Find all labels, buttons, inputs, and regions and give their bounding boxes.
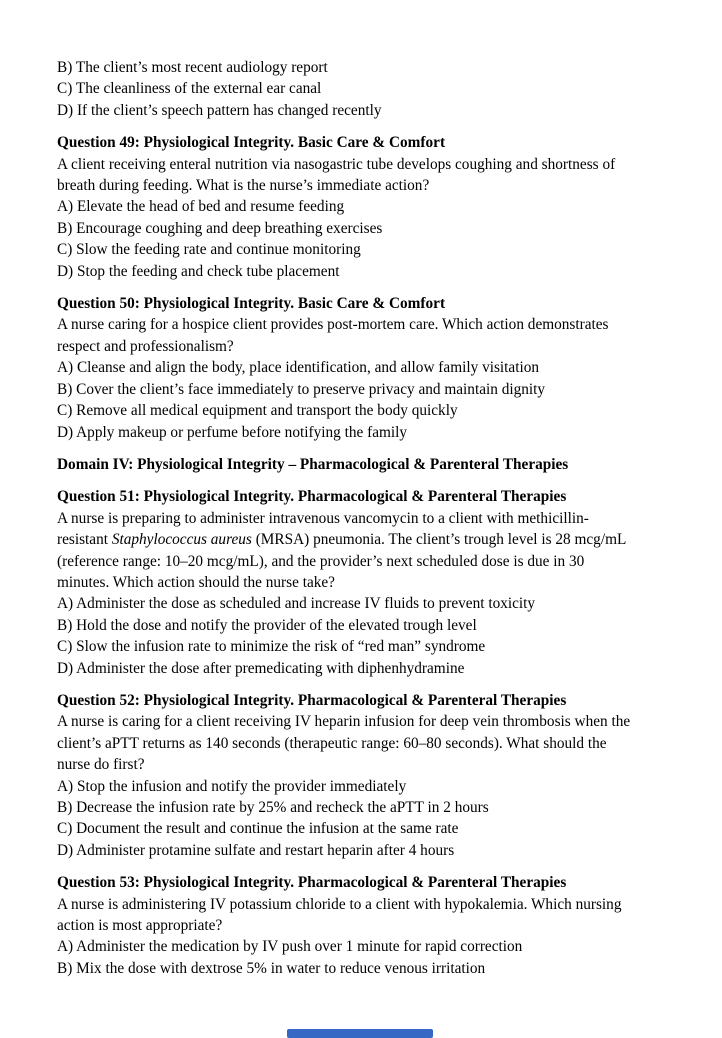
answer-option: D) If the client’s speech pattern has changed recently — [57, 101, 382, 119]
answer-option: C) Document the result and continue the infusion at the same rate — [57, 820, 459, 838]
answer-option: A) Elevate the head of bed and resume feeding — [57, 198, 345, 216]
stem-text-segment: resistant — [57, 531, 112, 549]
answer-option: C) The cleanliness of the external ear canal — [57, 80, 322, 98]
answer-option: D) Administer the dose after premedicating with diphenhydramine — [57, 659, 465, 677]
question-50-block — [57, 293, 672, 443]
question-53-block — [57, 872, 672, 979]
answer-option: A) Cleanse and align the body, place identification, and allow family visitation — [57, 359, 540, 377]
stem-text-segment: (MRSA) pneumonia. The client’s trough level is 28 mcg/mL — [251, 531, 627, 549]
stem-line: client’s aPTT returns as 140 seconds (therapeutic range: 60–80 seconds). What should the — [57, 734, 607, 752]
answer-option: B) The client’s most recent audiology report — [57, 59, 328, 76]
answer-option: D) Administer protamine sulfate and restart heparin after 4 hours — [57, 841, 455, 859]
question-heading: Question 49: Physiological Integrity. Basic Care & Comfort — [57, 134, 446, 152]
answer-option: A) Administer the medication by IV push over 1 minute for rapid correction — [57, 938, 523, 956]
stem-line — [57, 529, 672, 550]
answer-option: D) Apply makeup or perfume before notifying the family — [57, 423, 408, 441]
question-48-remaining-options — [57, 57, 672, 121]
stem-line: respect and professionalism? — [57, 337, 234, 355]
question-heading: Question 52: Physiological Integrity. Pharmacological & Parenteral Therapies — [57, 691, 567, 709]
stem-line: breath during feeding. What is the nurse’s immediate action? — [57, 177, 430, 195]
question-heading: Question 50: Physiological Integrity. Basic Care & Comfort — [57, 295, 446, 313]
domain-heading-block — [57, 454, 672, 475]
stem-line: A nurse is preparing to administer intravenous vancomycin to a client with methicillin- — [57, 509, 589, 527]
answer-option: B) Mix the dose with dextrose 5% in water to reduce venous irritation — [57, 959, 486, 977]
stem-line: A nurse is administering IV potassium chloride to a client with hypokalemia. Which nursing — [57, 895, 622, 913]
answer-option: B) Decrease the infusion rate by 25% and recheck the aPTT in 2 hours — [57, 799, 489, 816]
question-heading: Question 51: Physiological Integrity. Pharmacological & Parenteral Therapies — [57, 488, 567, 506]
stem-line: nurse do first? — [57, 756, 145, 774]
question-heading: Question 53: Physiological Integrity. Pharmacological & Parenteral Therapies — [57, 874, 567, 892]
domain-heading: Domain IV: Physiological Integrity – Pharmacological & Parenteral Therapies — [57, 455, 569, 473]
stem-line: A client receiving enteral nutrition via nasogastric tube develops coughing and shortness of — [57, 155, 616, 173]
answer-option: D) Stop the feeding and check tube placement — [57, 262, 340, 280]
answer-option: B) Encourage coughing and deep breathing exercises — [57, 219, 383, 237]
italic-organism-name: Staphylococcus aureus — [111, 531, 252, 549]
next-page-accent-bar — [287, 1029, 433, 1038]
stem-line: A nurse is caring for a client receiving IV heparin infusion for deep vein thrombosis when the — [57, 713, 631, 731]
answer-option: A) Stop the infusion and notify the provider immediately — [57, 777, 407, 795]
answer-option: B) Hold the dose and notify the provider of the elevated trough level — [57, 616, 477, 634]
question-51-block — [57, 486, 672, 679]
answer-option: C) Slow the feeding rate and continue monitoring — [57, 241, 361, 259]
stem-line: action is most appropriate? — [57, 917, 223, 935]
answer-option: C) Remove all medical equipment and transport the body quickly — [57, 402, 458, 420]
stem-line: (reference range: 10–20 mcg/mL), and the provider’s next scheduled dose is due in 30 — [57, 552, 585, 570]
answer-option: C) Slow the infusion rate to minimize the risk of “red man” syndrome — [57, 638, 486, 656]
stem-line: minutes. Which action should the nurse take? — [57, 573, 335, 591]
stem-line: A nurse caring for a hospice client provides post-mortem care. Which action demonstrates — [57, 316, 609, 334]
question-49-block — [57, 132, 672, 282]
question-52-block — [57, 690, 672, 861]
answer-option: B) Cover the client’s face immediately to preserve privacy and maintain dignity — [57, 380, 546, 398]
answer-option: A) Administer the dose as scheduled and increase IV fluids to prevent toxicity — [57, 595, 536, 613]
